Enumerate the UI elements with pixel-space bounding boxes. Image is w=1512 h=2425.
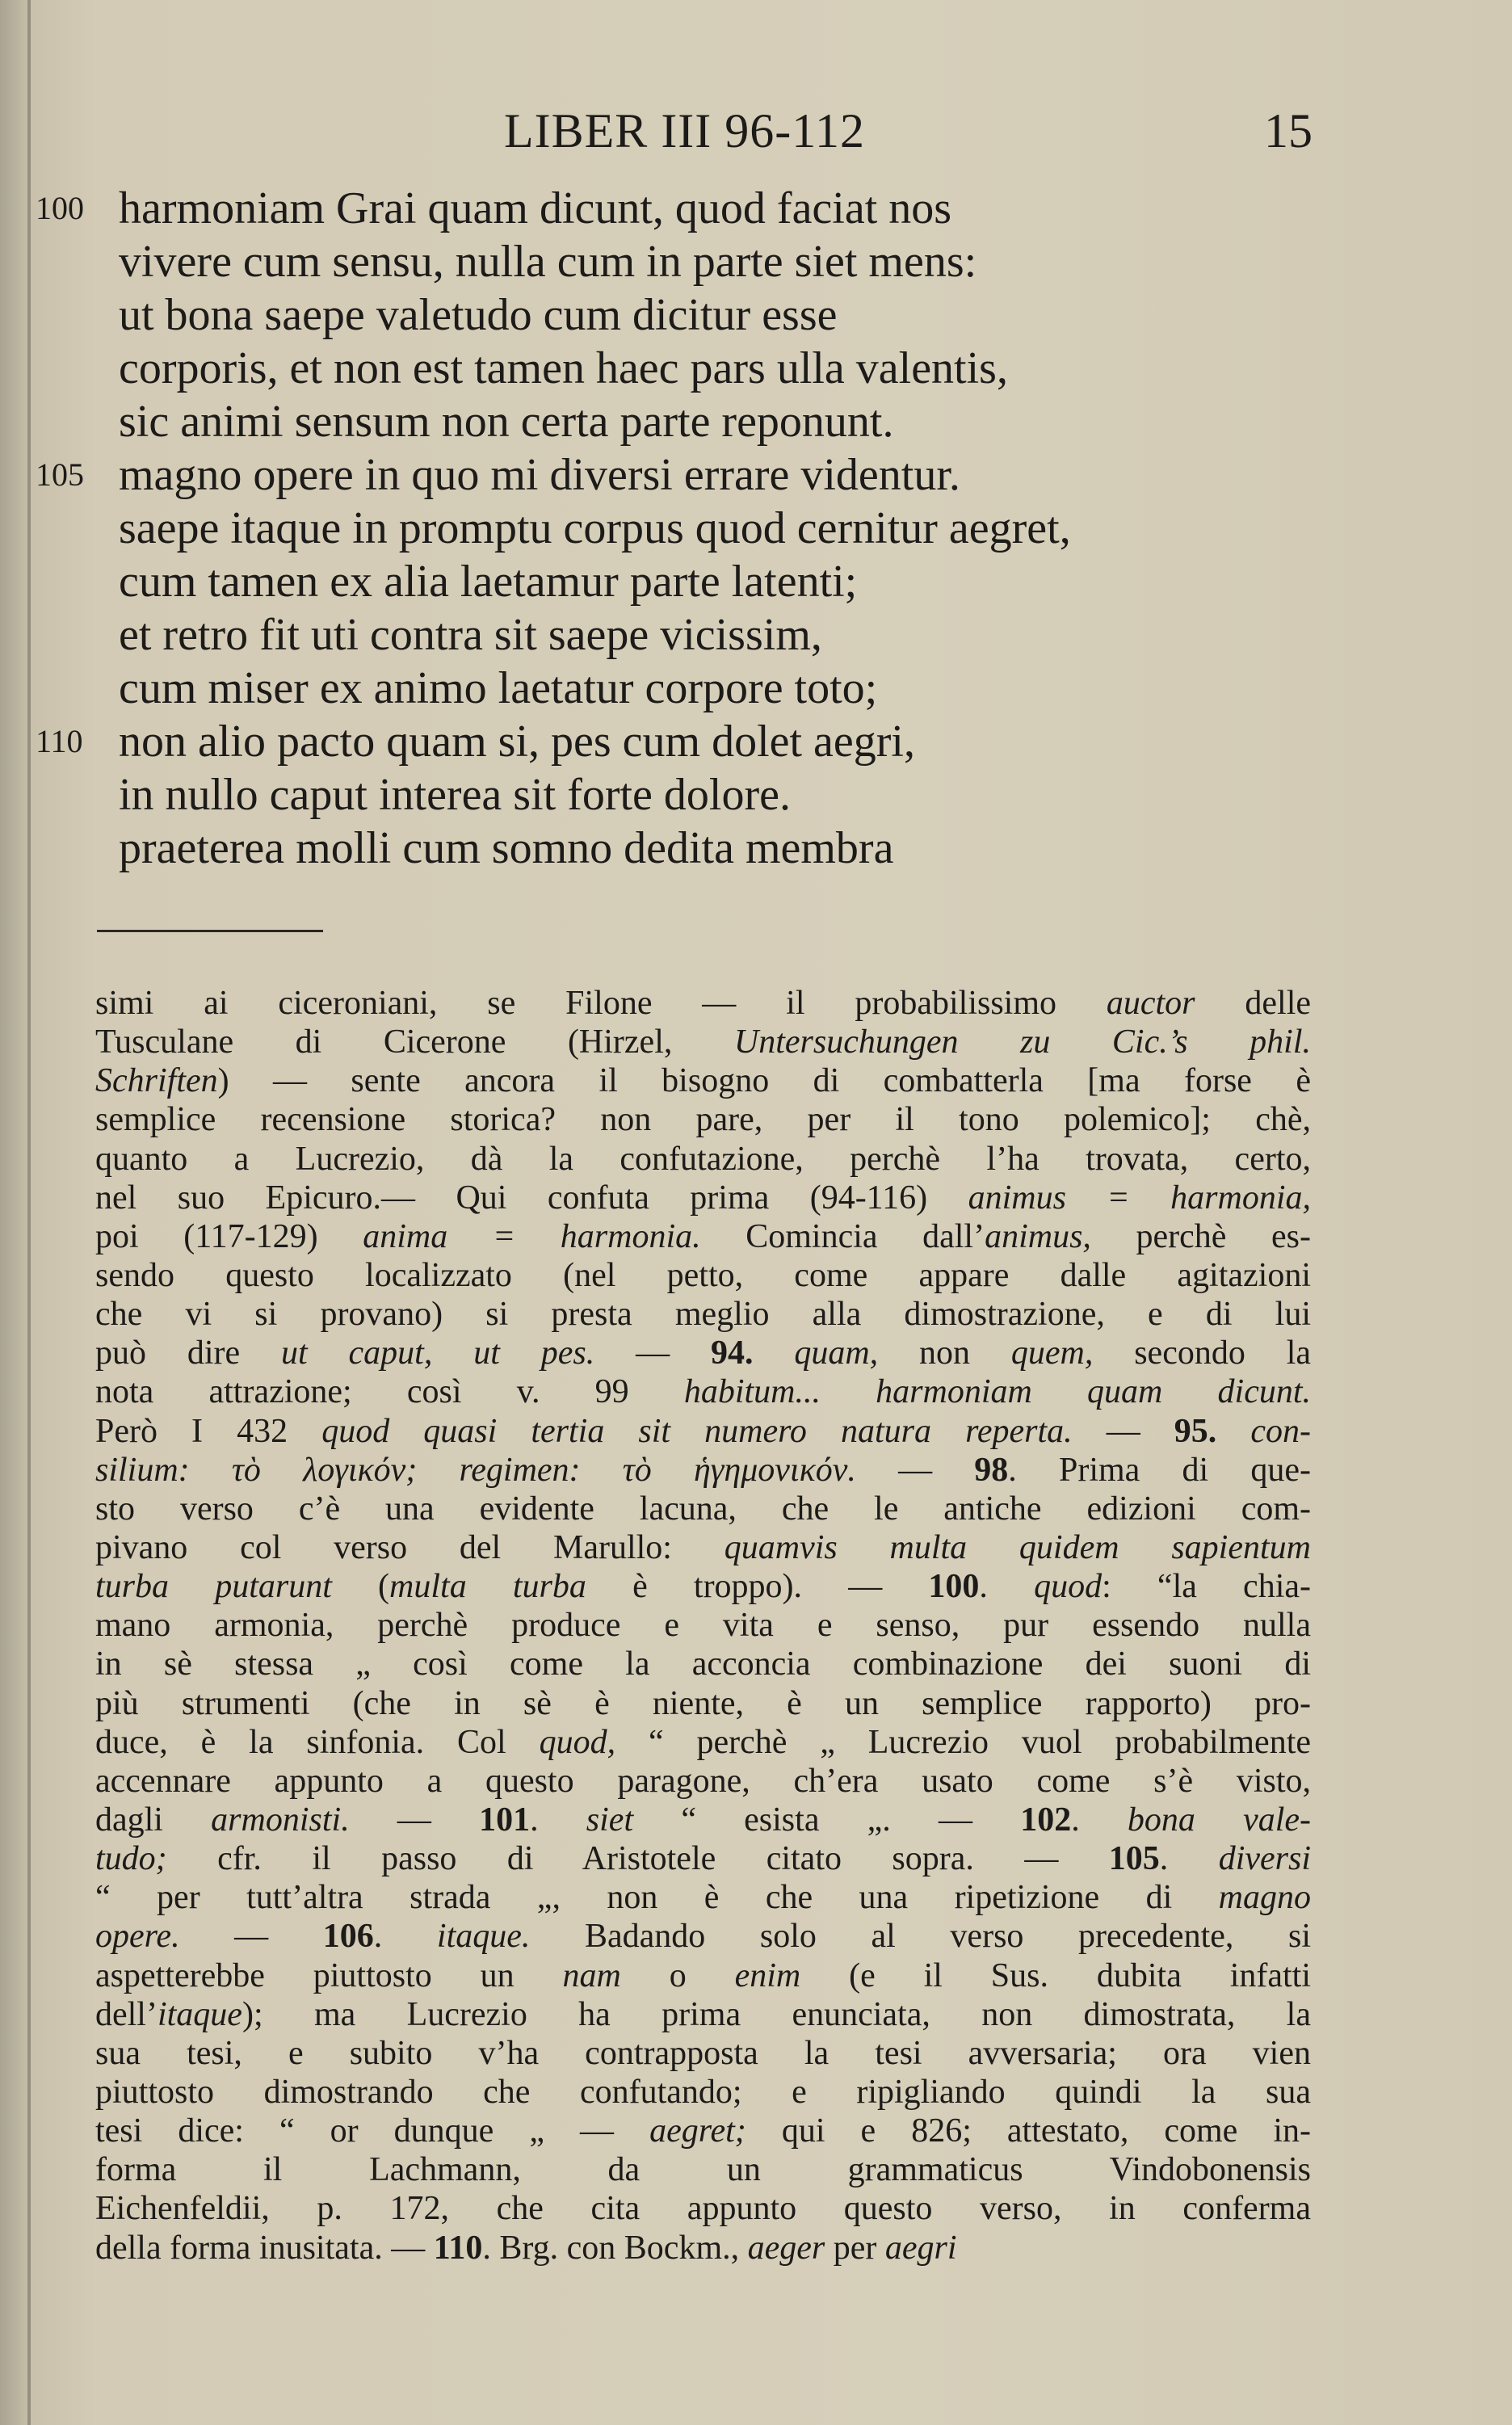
- note-line: [95, 1412, 1311, 1451]
- footnote-separator: [97, 930, 323, 932]
- note-text: “ perchè „ Lucrezio vuol probabilmente: [615, 1723, 1311, 1761]
- note-line: [95, 1061, 1311, 1100]
- verse-line: [0, 342, 1512, 395]
- note-text: o: [620, 1956, 735, 1994]
- note-line: [95, 1567, 1311, 1606]
- note-text: .: [530, 1801, 586, 1839]
- note-text: semplice recensione storica? non pare, per il tono polemico]; chè,: [95, 1101, 1311, 1139]
- verse-text: harmoniam Grai quam dicunt, quod faciat nos: [119, 183, 952, 233]
- verse-text: cum miser ex animo laetatur corpore toto;: [119, 663, 878, 713]
- note-line: [95, 1256, 1311, 1295]
- note-line: [95, 1372, 1311, 1411]
- note-text: .: [373, 1918, 437, 1956]
- page-number: 15: [1264, 104, 1312, 158]
- note-line: [95, 1217, 1311, 1256]
- note-text: . Brg. con Bockm.,: [482, 2229, 748, 2267]
- verse-text: et retro fit uti contra sit saepe vicissim,: [119, 610, 822, 660]
- note-italic: armonisti.: [211, 1801, 350, 1839]
- note-text: .: [979, 1568, 1035, 1606]
- note-text: dagli: [95, 1801, 212, 1839]
- note-text: quanto a Lucrezio, dà la confutazione, perchè l’ha trovata, certo,: [95, 1140, 1311, 1178]
- note-line: [95, 984, 1311, 1023]
- note-verse-ref: 101: [479, 1801, 531, 1839]
- note-italic: animus,: [985, 1217, 1091, 1255]
- note-text: ); ma Lucrezio ha prima enunciata, non dimostrata, la: [242, 1995, 1311, 2033]
- note-text: (: [331, 1568, 390, 1606]
- note-text: è troppo). —: [586, 1568, 929, 1606]
- note-text: —: [594, 1334, 711, 1372]
- note-text: non: [878, 1334, 1011, 1372]
- note-line: [95, 1645, 1311, 1683]
- note-text: accennare appunto a questo paragone, ch’era usato come s’è visto,: [95, 1762, 1311, 1800]
- note-text: Badando solo al verso precedente, si: [530, 1918, 1311, 1956]
- note-text: (e il Sus. dubita infatti: [800, 1956, 1311, 1994]
- note-italic: Schriften: [95, 1062, 218, 1100]
- note-italic: quam,: [794, 1334, 879, 1372]
- note-text: sua tesi, e subito v’ha contrapposta la tesi avversaria; ora vien: [95, 2034, 1311, 2072]
- note-text: nota attrazione; così v. 99: [95, 1373, 684, 1411]
- note-text: “ esista „. —: [633, 1801, 1021, 1839]
- note-italic: quem,: [1010, 1334, 1094, 1372]
- note-verse-ref: 102: [1020, 1801, 1072, 1839]
- note-italic: habitum... harmoniam quam dicunt.: [683, 1373, 1311, 1411]
- note-line: [95, 1528, 1311, 1567]
- note-text: più strumenti (che in sè è niente, è un semplice rapporto) pro-: [95, 1684, 1311, 1722]
- verse-line: [0, 608, 1512, 662]
- note-italic: auctor: [1106, 985, 1195, 1022]
- verse-line: [0, 448, 1512, 502]
- note-text: in sè stessa „ così come la acconcia combinazione dei suoni di: [95, 1645, 1311, 1683]
- note-text: [753, 1334, 794, 1372]
- note-text: —: [855, 1451, 975, 1489]
- note-verse-ref: 100: [928, 1568, 980, 1606]
- note-text: nel suo Epicuro.— Qui confuta prima (94-116): [95, 1179, 968, 1217]
- verse-line: [0, 715, 1512, 768]
- note-line: [95, 1839, 1311, 1878]
- note-text: perchè es-: [1090, 1217, 1311, 1255]
- note-italic: silium: τὸ λογικόν; regimen: τὸ ἡγημονικόν.: [95, 1451, 856, 1489]
- note-line: [95, 1956, 1311, 1995]
- note-text: —: [179, 1918, 323, 1956]
- verse-line: [0, 822, 1512, 875]
- note-line: [95, 1295, 1311, 1334]
- note-verse-ref: 110: [433, 2229, 483, 2267]
- note-italic: turba putarunt: [95, 1568, 332, 1606]
- note-text: pivano col verso del Marullo:: [95, 1528, 724, 1566]
- note-text: Comincia dall’: [700, 1217, 985, 1255]
- commentary-notes: [95, 984, 1311, 2267]
- note-text: cfr. il passo di Aristotele citato sopra. —: [166, 1840, 1109, 1878]
- note-text: ) — sente ancora il bisogno di combatterla [ma forse è: [217, 1062, 1311, 1100]
- note-line: [95, 2189, 1311, 2228]
- note-line: [95, 1917, 1311, 1956]
- note-text: tesi dice: “ or dunque „ —: [95, 2112, 650, 2150]
- note-text: delle: [1195, 985, 1311, 1022]
- note-italic: diversi: [1218, 1840, 1311, 1878]
- note-text: duce, è la sinfonia. Col: [95, 1723, 540, 1761]
- note-text: che vi si provano) si presta meglio alla dimostrazione, e di lui: [95, 1296, 1311, 1334]
- note-verse-ref: 106: [322, 1918, 374, 1956]
- note-line: [95, 2034, 1311, 2073]
- note-text: . Prima di que-: [1008, 1451, 1311, 1489]
- verse-line: [0, 768, 1512, 822]
- note-italic: itaque: [157, 1995, 242, 2033]
- note-line: [95, 1801, 1311, 1839]
- note-line: [95, 1334, 1311, 1372]
- note-line: [95, 1490, 1311, 1528]
- note-line: [95, 1140, 1311, 1179]
- note-text: della forma inusitata. —: [95, 2229, 434, 2267]
- verse-text: non alio pacto quam si, pes cum dolet aegri,: [119, 717, 915, 767]
- note-italic: bona vale-: [1127, 1801, 1311, 1839]
- note-italic: tudo;: [95, 1840, 167, 1878]
- note-text: poi (117-129): [95, 1217, 363, 1255]
- note-line: [95, 1179, 1311, 1217]
- note-text: piuttosto dimostrando che confutando; e ripigliando quindi la sua: [95, 2073, 1311, 2111]
- note-text: —: [1072, 1412, 1174, 1450]
- note-line: [95, 2073, 1311, 2112]
- note-line: [95, 1762, 1311, 1801]
- note-italic: magno: [1218, 1879, 1311, 1917]
- verse-line: [0, 555, 1512, 608]
- note-italic: ut caput, ut pes.: [281, 1334, 595, 1372]
- note-italic: aegri: [884, 2229, 957, 2267]
- note-italic: multa turba: [389, 1568, 586, 1606]
- page-header: [0, 103, 1512, 168]
- verse-number: 110: [36, 723, 83, 759]
- note-line: [95, 1995, 1311, 2034]
- note-text: Eichenfeldii, p. 172, che cita appunto questo verso, in conferma: [95, 2190, 1311, 2228]
- note-verse-ref: 95.: [1174, 1412, 1217, 1450]
- note-line: [95, 1723, 1311, 1762]
- note-italic: siet: [586, 1801, 634, 1839]
- note-italic: aegret;: [649, 2112, 746, 2150]
- note-text: secondo la: [1093, 1334, 1311, 1372]
- note-italic: aeger: [747, 2229, 825, 2267]
- note-line: [95, 2112, 1311, 2150]
- note-line: [95, 1451, 1311, 1490]
- note-italic: enim: [734, 1956, 801, 1994]
- note-line: [95, 1684, 1311, 1723]
- note-text: Però I 432: [95, 1412, 322, 1450]
- note-text: sto verso c’è una evidente lacuna, che le antiche edizioni com-: [95, 1490, 1311, 1528]
- note-italic: quod quasi tertia sit numero natura reperta.: [321, 1412, 1073, 1450]
- note-italic: con-: [1216, 1412, 1311, 1450]
- note-verse-ref: 94.: [710, 1334, 754, 1372]
- note-text: “ per tutt’altra strada „, non è che una ripetizione di: [95, 1879, 1219, 1917]
- verse-text: cum tamen ex alia laetamur parte latenti;: [119, 557, 858, 607]
- verse-line: [0, 502, 1512, 555]
- verse-text: sic animi sensum non certa parte reponunt.: [119, 397, 894, 447]
- verse-line: [0, 235, 1512, 288]
- note-italic: animus = harmonia,: [968, 1179, 1311, 1217]
- note-text: : “la chia-: [1102, 1568, 1311, 1606]
- note-italic: Untersuchungen zu Cic.’s phil.: [733, 1023, 1311, 1061]
- verse-text: praeterea molli cum somno dedita membra: [119, 823, 894, 873]
- note-verse-ref: 105: [1108, 1840, 1160, 1878]
- verse-text: vivere cum sensu, nulla cum in parte siet mens:: [119, 237, 977, 287]
- verse-text: saepe itaque in promptu corpus quod cernitur aegret,: [119, 503, 1071, 553]
- note-line: [95, 2150, 1311, 2189]
- verse-text: in nullo caput interea sit forte dolore.: [119, 770, 791, 820]
- note-line: [95, 1023, 1311, 1061]
- verse-number: 100: [36, 190, 84, 226]
- verse-line: [0, 662, 1512, 715]
- note-italic: anima = harmonia.: [363, 1217, 701, 1255]
- note-text: .: [1159, 1840, 1219, 1878]
- verse-text: ut bona saepe valetudo cum dicitur esse: [119, 290, 838, 340]
- note-text: simi ai ciceroniani, se Filone — il probabilissimo: [95, 985, 1107, 1022]
- verse-text: magno opere in quo mi diversi errare videntur.: [119, 450, 960, 500]
- note-text: .: [1071, 1801, 1128, 1839]
- note-italic: itaque.: [436, 1918, 531, 1956]
- note-text: forma il Lachmann, da un grammaticus Vindobonensis: [95, 2151, 1311, 2189]
- note-text: qui e 826; attestato, come in-: [746, 2112, 1311, 2150]
- note-text: aspetterebbe piuttosto un: [95, 1956, 563, 1994]
- note-text: sendo questo localizzato (nel petto, come appare dalle agitazioni: [95, 1256, 1311, 1294]
- note-italic: quamvis multa quidem sapientum: [724, 1528, 1311, 1566]
- note-line: [95, 1878, 1311, 1917]
- note-text: mano armonia, perchè produce e vita e senso, pur essendo nulla: [95, 1607, 1311, 1645]
- note-text: dell’: [95, 1995, 158, 2033]
- note-text: —: [349, 1801, 480, 1839]
- note-text: Tusculane di Cicerone (Hirzel,: [95, 1023, 734, 1061]
- note-line: [95, 1606, 1311, 1645]
- note-italic: quod: [1034, 1568, 1102, 1606]
- verse-line: [0, 288, 1512, 342]
- note-italic: nam: [562, 1956, 621, 1994]
- note-text: per: [825, 2229, 885, 2267]
- verse-text: corporis, et non est tamen haec pars ulla valentis,: [119, 343, 1008, 393]
- note-verse-ref: 98: [974, 1451, 1009, 1489]
- note-line: [95, 2229, 1311, 2267]
- verse-block: [0, 182, 1512, 875]
- note-italic: quod,: [539, 1723, 616, 1761]
- running-head: LIBER III 96-112: [504, 104, 866, 158]
- verse-line: [0, 182, 1512, 235]
- note-text: può dire: [95, 1334, 282, 1372]
- verse-number: 105: [36, 456, 84, 493]
- note-line: [95, 1100, 1311, 1139]
- note-italic: opere.: [95, 1918, 180, 1956]
- verse-line: [0, 395, 1512, 448]
